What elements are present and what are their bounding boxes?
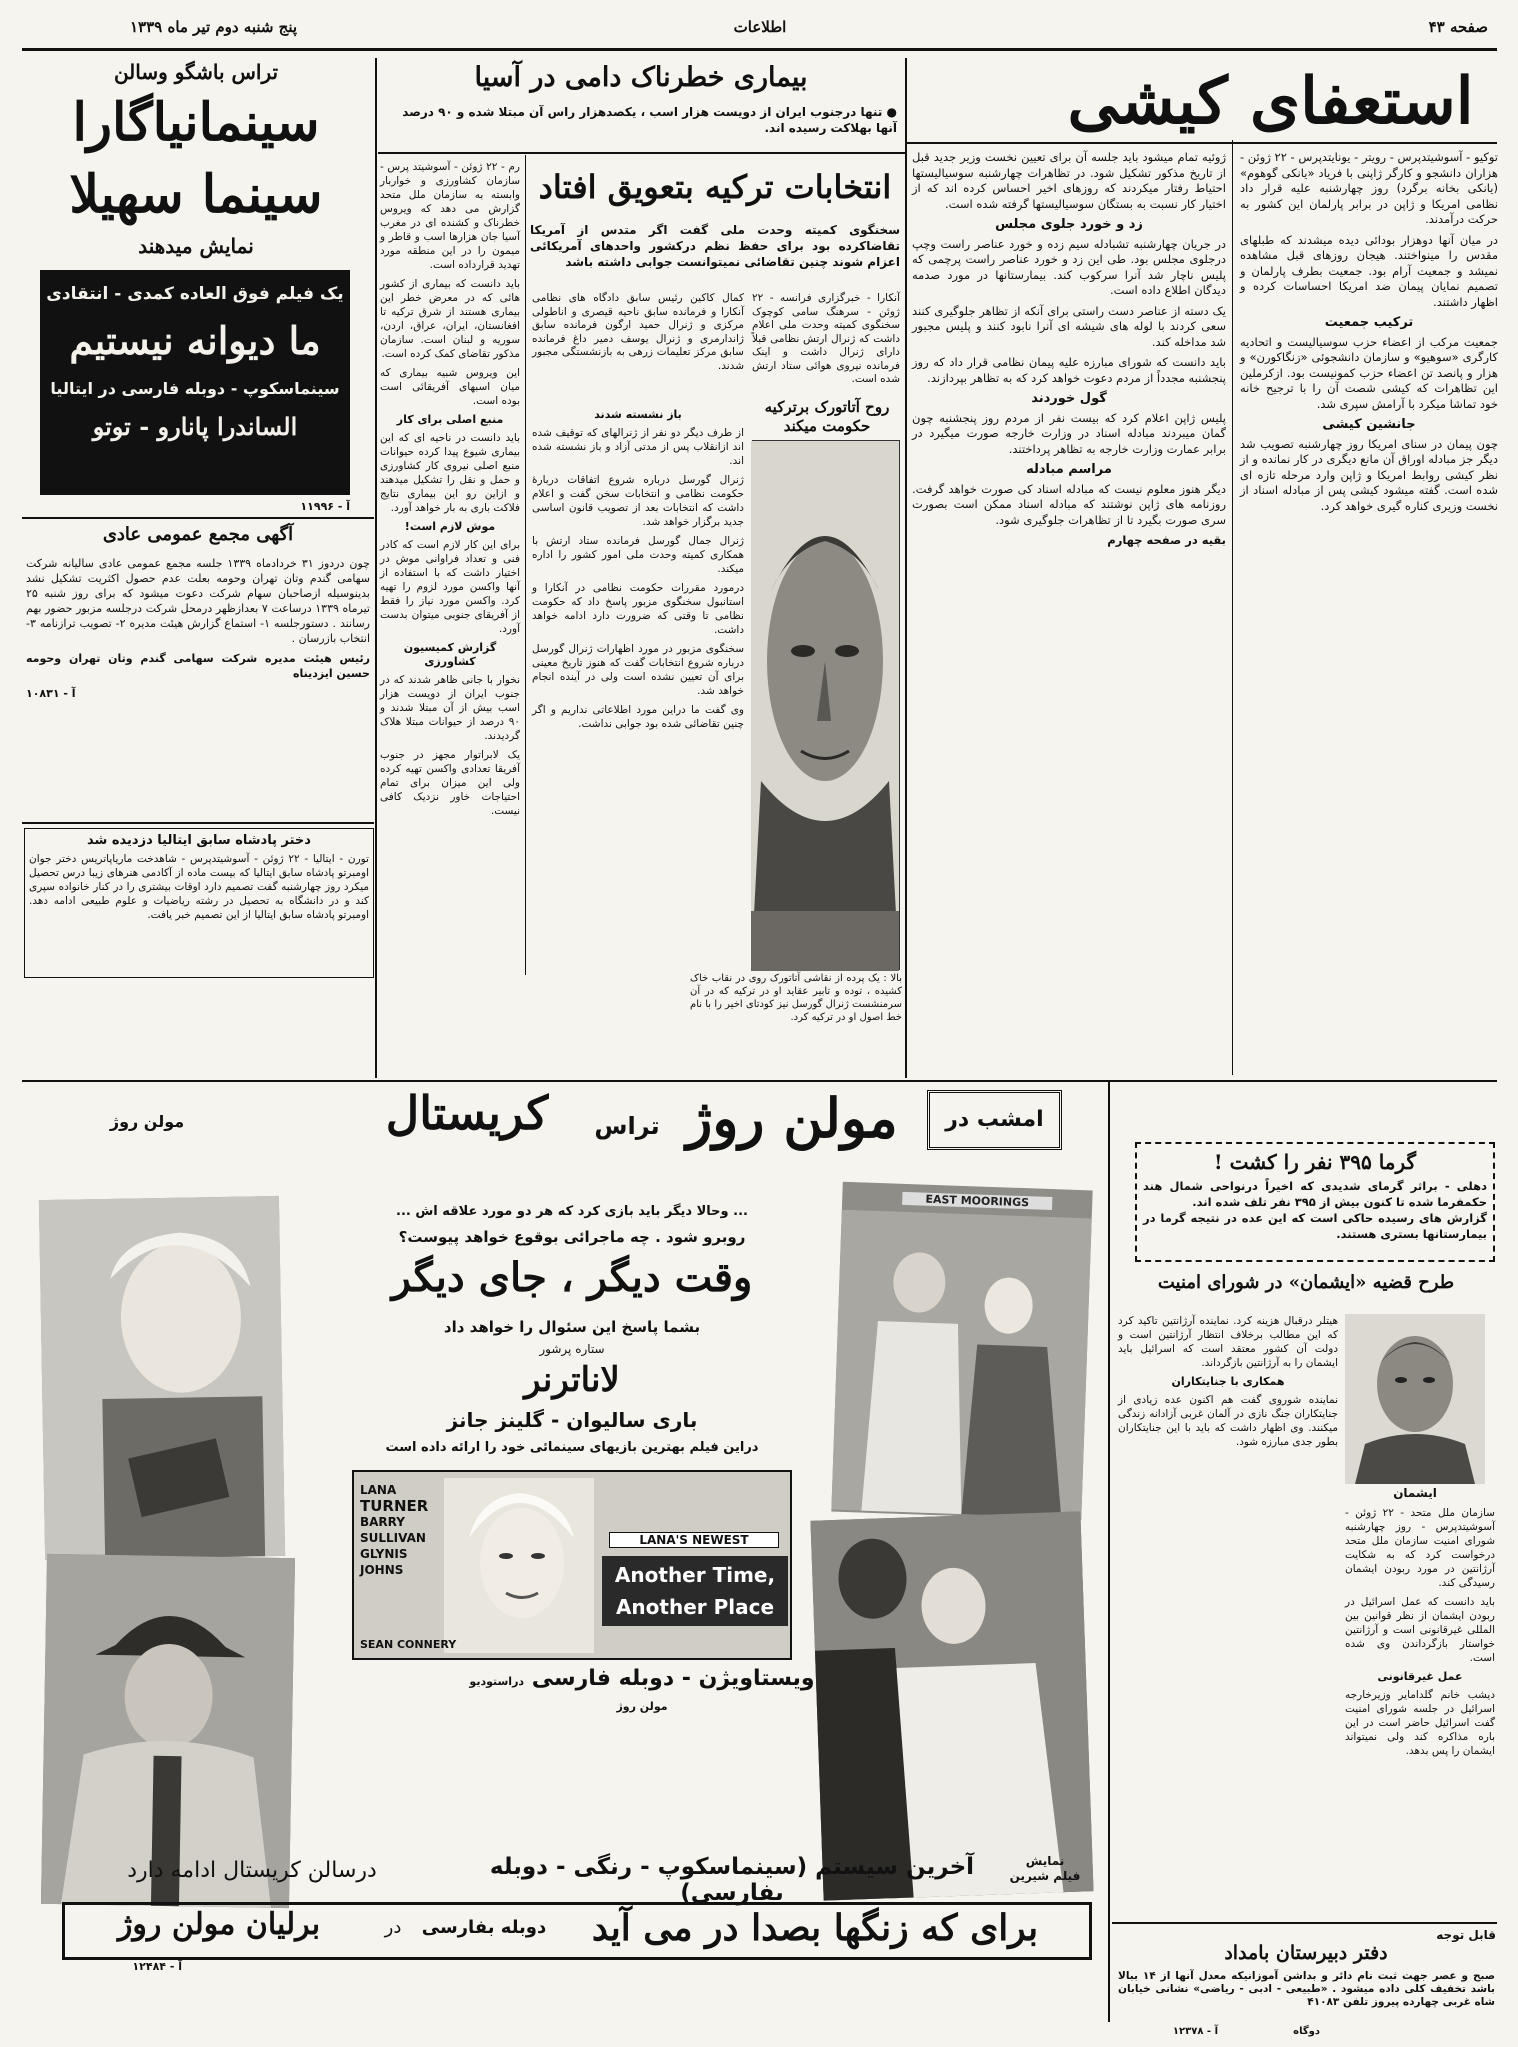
poster-name-line: TURNER xyxy=(360,1497,429,1515)
turkey-paragraph: آنکارا - خبرگزاری فرانسه - ۲۲ ژوئن - سرهنگ سامی کوچوک سخنگوی کمیته وحدت ملی اعلام داشت که ژنرال ارتش نظامی قبلاً دارای ژنرال داشت و اینک فرمانده نیروی هوائی ستاد ارتش شده است. xyxy=(752,292,900,385)
bottom-banner xyxy=(62,1902,1092,1960)
turkey-paragraph: سخنگوی مزبور در مورد اظهارات ژنرال گورسل درباره شروع انتخابات گفت که هنوز تاریخ معینی برای آن تعیین نشده است ولی در آینده انجام خواهد شد. xyxy=(532,643,744,697)
continued-note: بقیه در صفحه چهارم xyxy=(1107,533,1226,547)
assembly-ref: آ - ۱۰۸۳۱ xyxy=(26,687,76,700)
vistavision-text: ویستاویژن - دوبله فارسی xyxy=(531,1666,815,1691)
eichmann-column-1 xyxy=(1345,1506,1495,1916)
eichmann-subhead: همکاری با جنایتکاران xyxy=(1171,1375,1285,1388)
kishi-subhead: جانشین کیشی xyxy=(1322,417,1416,432)
tagline-2: روبرو شود . چه ماجرائی بوقوع خواهد پیوست؟ xyxy=(398,1228,746,1246)
page-mid-rule xyxy=(22,1080,1497,1082)
assembly-title: آگهی مجمع عمومی عادی xyxy=(102,524,294,545)
princess-body: تورن - ایتالیا - ۲۲ ژوئن - آسوشیتدپرس - شاهدخت ماریاپاتریس دختر جوان اومبرتو پادشاه سابق ایتالیا که بیست ماده از آکادمی هنرهای زیبا درس تحصیل میکرد روز چهارشنبه گفت تصمیم دارد اوقات بیشتری را در کنار خانواده سپری کند و در دانشگاه به تحصیل در رشته ریاضیات و علوم طبیعی ادامه دهد. اومبرتو پادشاه سابق ایتالیا از این تصمیم خبر یافت. xyxy=(29,853,369,921)
english-poster xyxy=(352,1470,792,1660)
show-continues: درسالن کریستال ادامه دارد xyxy=(127,1858,377,1883)
ad-divider xyxy=(1108,1082,1110,2022)
kishi-column-1 xyxy=(1240,150,1498,1070)
eichmann-paragraph: هیتلر درقبال هزینه کرد. نماینده آرژانتین تاکید کرد که این مطالب برخلاف انتظار آرژانتین است و دولت آن کشور معتقد است که اسرائیل باید ایشمان را به آرژانتین بازگرداند. xyxy=(1118,1315,1338,1369)
eichmann-photo-caption: ایشمان xyxy=(1393,1486,1437,1500)
cinema-showing: نمایش میدهند xyxy=(138,234,254,258)
crystal-logo: کریستال xyxy=(385,1086,549,1140)
poster-title-line-2: Another Place xyxy=(615,1595,775,1619)
cinema-format: سینماسکوپ - دوبله فارسی در ایتالیا xyxy=(50,379,340,398)
kishi-paragraph: باید دانست که شورای مبارزه علیه پیمان نظامی قرار داد که روز پنجشنبه مجدداً از مردم دعوت خواهد کرد که به تظاهر بپردازند. xyxy=(912,355,1226,385)
kishi-subhead: زد و خورد جلوی مجلس xyxy=(995,217,1143,232)
asia-subhead: موش لازم است! xyxy=(404,520,496,533)
kishi-paragraph: جمعیت مرکب از اعضاء حزب سوسیالیست و اتحادیه کارگری «سوهیو» و سازمان دانشجوئی «زنگاکورن» و هزار و پانصد تن اعضاء حزب کمونیست بود. ازکرملین این تظاهرات که کیشی شصت آن را با ترجیح خانه خود تماشا میکرد با آرامش سپری شد. xyxy=(1240,334,1498,411)
cinema-film-title: ما دیوانه نیستیم xyxy=(69,318,321,363)
asia-subhead: منبع اصلی برای کار xyxy=(396,413,504,426)
kishi-paragraph: در جریان چهارشنبه تشبادله سیم زده و خورد عناصر راست وچپ درجلوی مجلس بود. طی این زد و خورد عناصر راست پرچمی که پلیس ناچار شد آنرا سرکوب کند. بیمارستانها در مورد صدمه دیدگان اطلاع داده است. xyxy=(912,236,1226,297)
bottom-film-title: برای که زنگها بصدا در می آید xyxy=(591,1907,1039,1949)
asia-column xyxy=(380,160,520,1070)
cinema-ad-ref: آ - ۱۱۹۹۶ xyxy=(300,500,350,513)
lana-portrait-image xyxy=(39,1196,285,1560)
show-main: آخرین سیستم (سینماسکوپ - رنگی - دوبله بفارسی) xyxy=(489,1854,975,1906)
show-label-line-2: فیلم شیرین xyxy=(1009,1869,1081,1883)
asia-paragraph: برای این کار لازم است که کادر فنی و تعداد فراوانی موش در اختیار داشت که با استفاده از آنها واکسن مورد لزوم را تهیه کرد. واکسن مورد نیاز را فقط از آفریقای جنوبی میتوان بدست آورد. xyxy=(380,539,520,635)
poster-name-line: GLYNIS xyxy=(360,1547,408,1561)
moulin-rouge-logo: مولن روژ xyxy=(686,1086,898,1150)
section-rule xyxy=(22,822,374,824)
poster-name-line: SULLIVAN xyxy=(360,1531,426,1545)
show-label-line-1: نمایش xyxy=(1025,1854,1065,1868)
assembly-body xyxy=(26,556,370,716)
kishi-subhead: ترکیب جمعیت xyxy=(1324,315,1414,330)
masthead: اطلاعات xyxy=(733,18,787,36)
heat-body-2: گزارش های رسیده حاکی است که این عده در نتیجه گرما در بیمارستانها بستری هستند. xyxy=(1143,1211,1487,1241)
star-label: ستاره پرشور xyxy=(539,1342,605,1356)
assembly-signature: رئیس هیئت مدیره شرکت سهامی گندم وتان تهران وحومه حسین ایزدیناه xyxy=(26,652,370,680)
eichmann-paragraph: باید دانست که عمل اسرائیل در ربودن ایشمان از نظر قوانین بین المللی غیرقانونی است و آرژانتین خواستار بازگرداندن وی شده است. xyxy=(1345,1596,1495,1664)
costars: باری سالیوان - گلینز جانز xyxy=(446,1408,698,1432)
man-in-hat-photo xyxy=(41,1554,295,1908)
moulin-ad xyxy=(22,1086,1102,1973)
bullet-icon: ● xyxy=(886,105,897,119)
school-ref: آ - ۱۲۳۷۸ xyxy=(1172,2026,1218,2037)
cinema-soheila: سینما سهیلا xyxy=(69,164,323,225)
east-moorings-sign: EAST MOORINGS xyxy=(902,1192,1052,1210)
poster-title xyxy=(602,1556,788,1626)
column-rule xyxy=(525,155,526,975)
eichmann-column-2 xyxy=(1118,1314,1338,1914)
ataturk-caption: بالا : یک پرده از نقاشی آتاتورک روی در نقاب خاک کشیده ، توده و تابیر عقاید او در ترکیه که در آن سرمنشست ژنرال گورسل نیز کودتای اخیر را با نام خط اصول او در ترکیه کرد. xyxy=(690,973,902,1023)
ataturk-drawing xyxy=(751,441,899,971)
tonight-box: امشب در xyxy=(927,1090,1062,1150)
princess-box xyxy=(24,828,374,978)
kishi-headline: استعفای کیشی xyxy=(1067,64,1474,139)
asia-subhead: گزارش کمیسیون کشاورزی xyxy=(403,641,497,668)
eichmann-photo xyxy=(1345,1314,1485,1484)
film-still-couple-image xyxy=(830,1210,1091,1549)
kishi-paragraph: در میان آنها دوهزار بودائی دیده میشدند که طبلهای مقدس را مینواختند. هیجان روزهای قبل مشاهده نمیشد و جمعیت آرام بود. جمعیت بطرف پارلمان و تصمیم نمایان پیمان ضد امریکا احساسات کرده و اظهار داشتند. xyxy=(1240,232,1498,309)
poster-title-line-1: Another Time, xyxy=(614,1563,776,1587)
asia-paragraph: باید دانست در ناحیه ای که این بیماری شیوع پیدا کرده حیوانات منبع اصلی نیروی کار کشاورزی و حمل و نقل را تشکیل میدهند و ازاین رو این بیماری نتایج فلاکت باری به بار خواهد آورد. xyxy=(380,432,520,514)
moulin-small-logo: مولن روژ xyxy=(109,1112,185,1131)
asia-paragraph: باید دانست که بیماری از کشور هائی که در معرض خطر این بیماری هستند از شرق ترکیه تا افغانستان، ایران، عراق، اردن، سوریه و لبنان است. سازمان مذکور تقاضای کمک کرده است. xyxy=(380,278,520,360)
ataturk-subhead: روح آتاتورک برترکیه حکومت میکند xyxy=(764,398,890,435)
bottom-dubbed: دوبله بفارسی xyxy=(421,1917,547,1938)
heat-title: گرما ۳۹۵ نفر را کشت ! xyxy=(1213,1150,1417,1174)
turkey-column-3 xyxy=(532,404,744,964)
turkey-headline: انتخابات ترکیه بتعویق افتاد xyxy=(538,168,892,206)
column-rule xyxy=(375,58,377,1078)
cinema-niagara: سینمانیاگارا xyxy=(72,92,320,153)
film-still-couple xyxy=(831,1182,1092,1521)
show-label xyxy=(1000,1854,1090,1884)
eichmann-paragraph: نماینده شوروی گفت هم اکنون عده زیادی از جنایتکاران جنگ نازی در آلمان غربی آزادانه زندگی میکنند. وی اظهار داشت که باید با این جنایتکاران بطور جدی مبارزه شود. xyxy=(1118,1394,1338,1448)
asia-lede-text: تنها درجنوب ایران از دویست هزار اسب ، یکصدهزار راس آن مبتلا شده و ۹۰ درصد آنها بهلاکت رسیده اند. xyxy=(402,105,897,135)
poster-portrait-image xyxy=(444,1478,594,1653)
kishi-paragraph: ژوئیه تمام میشود باید جلسه آن برای تعیین نخست وزیر جدید قبل از تاریخ مذکور تشکیل شود. در تظاهرات چهارشنبه سوسیالیستها احتیاط رفتار میکردند که روزهای اخیر احساس کرده اند که از اختیار کار نسبت به بستگان سوسیالیستها گرفته شده است. xyxy=(912,150,1226,211)
asia-rule xyxy=(378,152,905,154)
turkey-paragraph: از طرف دیگر دو نفر از ژنرالهای که توقیف شده اند ازانقلاب پس از مدتی آزاد و باز نشسته شده اند. xyxy=(532,427,744,467)
poster-badge: LANA'S NEWEST xyxy=(609,1532,779,1548)
cinema-venue-line: تراس باشگو وسالن xyxy=(113,60,279,84)
turkey-paragraph: کمال کاکین رئیس سابق دادگاه های نظامی آنکارا و فرمانده سابق ناحیه قیصری و اناطولی مرکزی و ژنرال حمید ارگون فرمانده سابق ژاندارمری و ژنرال یوسف دمیر داغ فرمانده سابق مرکز تعلیمات زرهی به بازنشستگی مجبور شدند. xyxy=(532,292,744,372)
moulin-ad-ref: آ - ۱۲۴۸۴ xyxy=(132,1960,182,1973)
header-rule xyxy=(22,48,1497,51)
cinema-genre: یک فیلم فوق العاده کمدی - انتقادی xyxy=(46,284,344,304)
asia-paragraph: یک لابراتوار مجهز در جنوب آفریقا تعدادی واکسن تهیه کرده ولی این میزان برای تمام احتیاجات خاور نزدیک کافی نیست. xyxy=(380,749,520,817)
eichmann-paragraph: دیشب خانم گلدامایر وزیرخارجه اسرائیل در جلسه شورای امنیت گفت اسرائیل حاضر است در این باره مذاکره کند ولی نمیتواند ایشمان را پس بدهد. xyxy=(1345,1689,1495,1757)
school-title: دفتر دبیرستان بامداد xyxy=(1224,1942,1388,1964)
section-rule xyxy=(22,517,374,519)
vistavision-line xyxy=(462,1666,822,1713)
asia-paragraph: این ویروس شبیه بیماری که میان اسبهای آفریقائی است بوده است. xyxy=(380,367,520,407)
kishi-paragraph: یک دسته از عناصر دست راستی برای آنکه از تظاهر جلوگیری کنند سعی کردند با لوله های شیشه ای آنرا نابود کنند و پلیس مجبور شد مداخله کند. xyxy=(912,303,1226,349)
ataturk-portrait xyxy=(752,440,900,970)
turkey-paragraph: ژنرال جمال گورسل فرمانده ستاد ارتش با همکاری کمیته وحدت ملی امور کشور را اداره میکند. xyxy=(532,535,744,575)
bottom-venue: برلیان مولن روژ xyxy=(117,1907,321,1942)
assembly-text: چون دردوز ۳۱ خردادماه ۱۳۳۹ جلسه مجمع عمومی عادی سالیانه شرکت سهامی گندم وتان تهران وحومه بعلت عدم حصول اکثریت تشکیل نشد بدینوسیله ازصاحبان سهام شرکت دعوت میشود که برای روز شنبه ۲۵ تیرماه ۱۳۳۹ درساعت ۷ بعدازظهر درمحل شرکت درجلسه مزبور حضور بهم رسانند . دستورجلسه ۱- استماع گزارش هیئت مدیره ۲- تصویب ترازنامه ۳- انتخاب بازرسان . xyxy=(26,557,370,645)
film-still-embrace-image xyxy=(810,1511,1093,1900)
star-name: لاناترنر xyxy=(524,1360,620,1400)
cinema-stars: الساندرا پانارو - توتو xyxy=(92,412,298,441)
lana-portrait-photo xyxy=(39,1196,285,1560)
turkey-paragraph: وی گفت ما دراین مورد اطلاعاتی نداریم و اگر چنین تقاضائی شده بود جوابی نداشت. xyxy=(532,704,744,730)
kishi-paragraph: دیگر هنوز معلوم نیست که مبادله اسناد کی صورت خواهد گرفت. روزنامه های ژاپن نوشتند که مبادله اسناد ممکن است بصورت سری صورت بگیرد تا از تظاهرات جلوگیری شود. xyxy=(912,481,1226,527)
eichmann-paragraph: سازمان ملل متحد - ۲۲ ژوئن - آسوشیتدپرس - روز چهارشنبه شورای امنیت سازمان ملل متحد درخواست کرد که به شکایت آرژانتین در مورد ربودن ایشمان رسیدگی کند. xyxy=(1345,1507,1495,1589)
teras-label: تراس xyxy=(594,1112,660,1140)
poster-portrait xyxy=(444,1478,594,1653)
school-ref-2: دوگاه xyxy=(1293,2026,1320,2037)
tagline-1: ... وحالا دیگر باید بازی کرد که هر دو مورد علاقه اش ... xyxy=(396,1204,748,1219)
bottom-in: در xyxy=(384,1917,402,1938)
poster-name-line: BARRY xyxy=(360,1515,405,1529)
cinema-black-box xyxy=(40,270,350,495)
eichmann-portrait xyxy=(1345,1314,1485,1484)
issue-date: پنج شنبه دوم تیر ماه ۱۳۳۹ xyxy=(130,18,298,36)
heat-box xyxy=(1135,1142,1495,1262)
asia-lede xyxy=(385,104,897,148)
tagline-3: بشما پاسخ این سئوال را خواهد داد xyxy=(443,1318,701,1336)
turkey-column-1 xyxy=(752,292,900,400)
poster-name-line: LANA xyxy=(360,1483,397,1497)
kishi-paragraph: پلیس ژاپن اعلام کرد که بیست نفر از مردم روز پنجشنبه چون گمان میبردند مبادله اسناد در وزارت خارجه صورت میگیرد در برابر عمارت وزارت خارجه به تظاهر پرداختند. xyxy=(912,410,1226,456)
heat-body: دهلی - براثر گرمای شدیدی که اخیراً درنواحی شمال هند حکمفرما شده تا کنون بیش از ۳۹۵ نفر تلف شده اند. xyxy=(1143,1179,1487,1209)
kishi-paragraph: توکیو - آسوشیتدپرس - رویتر - یونایتدپرس - ۲۲ ژوئن - هزاران دانشجو و کارگر ژاپنی با فریاد «یانکی گوهوم» (یانکی بخانه برگرد) روز چهارشنبه علیه قرار داد نظامی امریکا و ژاپن در برابر پارلمان این کشور به حرکت درآمدند. xyxy=(1240,150,1498,226)
turkey-lede: سخنگوی کمیته وحدت ملی گفت اگر متدس از آمریکا تقاضاکرده بود برای حفظ نظم درکشور واحدهای آمریکائی اعزام شوند چنین تقاضائی نمیتوانست جوابی داشته باشد xyxy=(530,223,900,269)
kishi-subhead: مراسم مبادله xyxy=(1026,462,1112,477)
poster-name-line: JOHNS xyxy=(360,1563,404,1577)
kishi-subhead: گول خوردند xyxy=(1031,391,1107,406)
poster-names xyxy=(360,1482,446,1578)
column-rule xyxy=(905,58,907,1078)
turkey-column-2 xyxy=(532,292,744,400)
asia-headline: بیماری خطرناک دامی در آسیا xyxy=(474,62,808,93)
page-number: صفحه ۴۳ xyxy=(1428,18,1488,36)
film-still-embrace xyxy=(810,1511,1093,1900)
princess-title: دختر پادشاه سابق ایتالیا دزدیده شد xyxy=(87,833,311,848)
eichmann-title: طرح قضیه «ایشمان» در شورای امنیت xyxy=(1157,1272,1455,1293)
kishi-paragraph: چون پیمان در سنای امریکا روز چهارشنبه تصویب شد دیگر جز مبادله اوراق آن مانع دیگری در کار نمانده و از نظر کیشی روابط امریکا و ژاپن وارد مرحله تازه ای شده است. گفته میشود کیشی پس از مبادله اسناد از نخست وزیری کناره گیری خواهد کرد. xyxy=(1240,436,1498,513)
eichmann-subhead: عمل غیرقانونی xyxy=(1377,1670,1463,1683)
column-rule xyxy=(1232,140,1233,1075)
film-title-farsi: وقت دیگر ، جای دیگر xyxy=(391,1254,753,1301)
turkey-paragraph: درمورد مقررات حکومت نظامی در آنکارا و استانبول سخنگوی مزبور پاسخ داد که حکومت نظامی تا وقتی که ضرورت دارد ادامه خواهد داشت. xyxy=(532,582,744,636)
tagline-4: دراین فیلم بهترین بازیهای سینمائی خود را ارائه داده است xyxy=(385,1440,759,1455)
school-label: قابل توجه xyxy=(1436,1928,1496,1942)
school-body: صبح و عصر جهت ثبت نام دائر و بداشن آموزانیکه معدل آنها از ۱۴ ببالا باشد تخفیف کلی داده میشود . «طبیعی - ادبی - ریاضی» نشانی خیابان شاه غربی چهارده پیروز تلفن ۴۱۰۸۳ xyxy=(1118,1970,1495,2008)
asia-paragraph: نخوار با جانی ظاهر شدند که در جنوب ایران از دویست هزار اسب بیش از آن مبتلا شدند و ۹۰ درصد از حیوانات مبتلا هلاک گردیدند. xyxy=(380,674,520,742)
turkey-paragraph: ژنرال گورسل درباره شروع اتفاقات دربارهٔ حکومت نظامی و انتخابات سخن گفت و اعلام داشت که انتخابات بعد از تصویب قانون اساسی جدید برگزار خواهد شد. xyxy=(532,474,744,528)
turkey-subhead: باز نشسته شدند xyxy=(594,408,682,421)
headline-rule xyxy=(907,142,1497,144)
vistavision-studio: دراستودیو مولن روژ xyxy=(469,1675,668,1713)
man-in-hat-image xyxy=(41,1554,295,1908)
poster-sean-connery: SEAN CONNERY xyxy=(360,1638,457,1651)
section-rule xyxy=(1112,1922,1497,1924)
asia-paragraph: رم - ۲۲ ژوئن - آسوشیتد پرس - سازمان کشاورزی و خواربار وابسته به سازمان ملل متحد گزارش می دهد که ویروس خطرناک و کشنده ای در مغرب آسیا جان هزارها اسب و قاطر و میمون را در این منطقه مورد تهدید قرارداده است. xyxy=(380,161,520,271)
kishi-column-2 xyxy=(912,150,1226,1070)
